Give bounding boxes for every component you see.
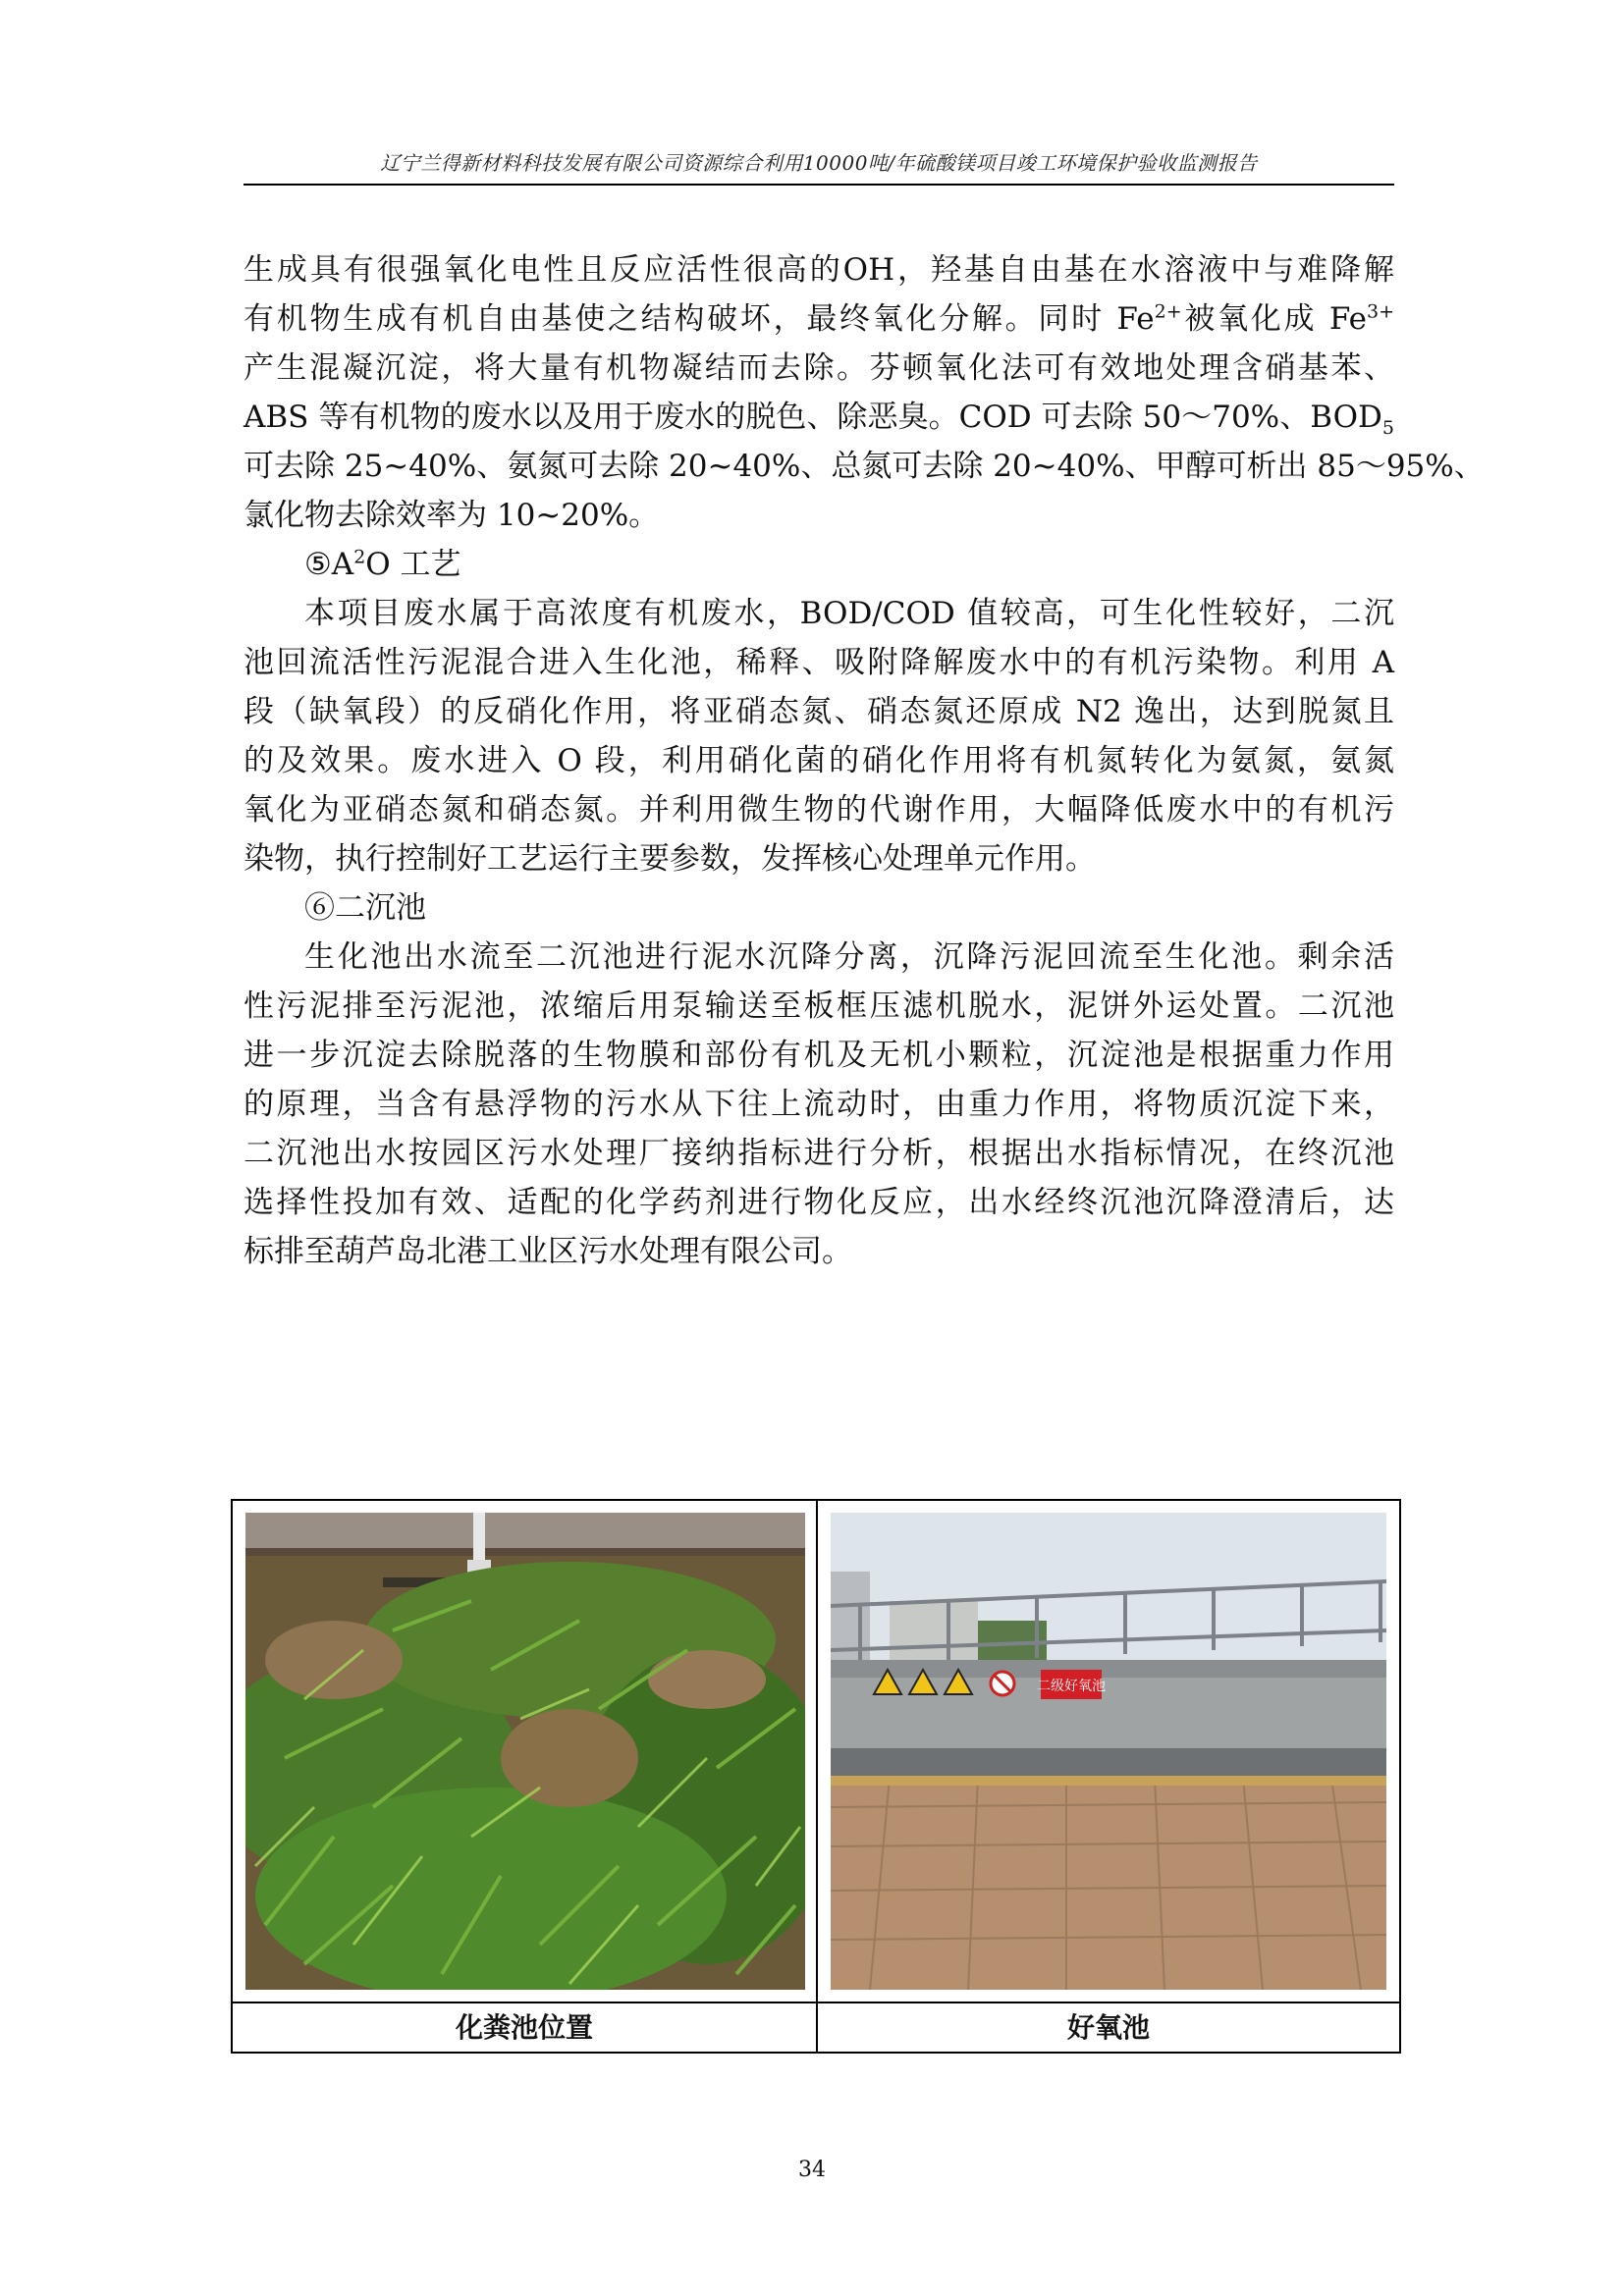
a2o-line-2: 池回流活性污泥混合进入生化池，稀释、吸附降解废水中的有机污染物。利用 A — [244, 645, 1394, 680]
photo-table — [231, 1499, 1401, 2054]
clarifier-line-2: 性污泥排至污泥池，浓缩后用泵输送至板框压滤机脱水，泥饼外运处置。二沉池 — [244, 988, 1394, 1024]
fenton-line-3: 产生混凝沉淀，将大量有机物凝结而去除。芬顿氧化法可有效地处理含硝基苯、 — [244, 350, 1394, 386]
a2o-line-1: 本项目废水属于高浓度有机废水，BOD/COD 值较高，可生化性较好，二沉 — [304, 596, 1394, 631]
report-body — [244, 245, 1485, 1276]
clarifier-line-3: 进一步沉淀去除脱落的生物膜和部份有机及无机小颗粒，沉淀池是根据重力作用 — [244, 1038, 1394, 1073]
clarifier-line-6: 选择性投加有效、适配的化学药剂进行物化反应，出水经终沉池沉降澄清后，达 — [244, 1185, 1394, 1220]
photo-caption-septic-tank: 化粪池位置 — [233, 2003, 818, 2052]
clarifier-line-4: 的原理，当含有悬浮物的污水从下往上流动时，由重力作用，将物质沉淀下来， — [244, 1087, 1394, 1122]
photo-caption-aerobic-tank: 好氧池 — [1066, 2011, 1150, 2044]
clarifier-line-1: 生化池出水流至二沉池进行泥水沉降分离，沉降污泥回流至生化池。剩余活 — [304, 939, 1394, 975]
clarifier-line-5: 二沉池出水按园区污水处理厂接纳指标进行分析，根据出水指标情况，在终沉池 — [244, 1136, 1394, 1171]
fenton-line-6: 氯化物去除效率为 10~20%。 — [244, 498, 660, 533]
header-rule — [244, 184, 1394, 186]
fenton-line-1: 生成具有很强氧化电性且反应活性很高的OH，羟基自由基在水溶液中与难降解 — [244, 252, 1394, 288]
a2o-line-3: 段（缺氧段）的反硝化作用，将亚硝态氮、硝态氮还原成 N2 逸出，达到脱氮且 — [244, 694, 1394, 729]
report-header: 辽宁兰得新材料科技发展有限公司资源综合利用10000吨/年硫酸镁项目竣工环境保护验收监测报告 — [380, 151, 1258, 175]
tank-sign-text: 二级好氧池 — [1037, 1679, 1106, 1694]
photo-cell-aerobic-tank — [818, 1501, 1399, 2002]
a2o-heading: $⑤A^2O$ 工艺 — [304, 546, 461, 582]
aerobic-tank-photo — [831, 1513, 1386, 1990]
a2o-line-6: 染物，执行控制好工艺运行主要参数，发挥核心处理单元作用。 — [244, 841, 1096, 877]
fenton-line-5: 可去除 25~40%、氨氮可去除 20~40%、总氮可去除 20~40%、甲醇可析出 85～95%、 — [244, 449, 1485, 484]
a2o-line-4: 的及效果。废水进入 O 段，利用硝化菌的硝化作用将有机氮转化为氨氮，氨氮 — [244, 743, 1394, 778]
fenton-line-2: 有机物生成有机自由基使之结构破坏，最终氧化分解。同时 $Fe^{2+}$被氧化成 $Fe^{3+}$ — [244, 300, 1395, 337]
clarifier-heading: ⑥二沉池 — [304, 890, 426, 926]
page-number: 34 — [798, 2158, 826, 2182]
a2o-line-5: 氧化为亚硝态氮和硝态氮。并利用微生物的代谢作用，大幅降低废水中的有机污 — [244, 792, 1394, 828]
caption-row — [233, 2002, 1399, 2052]
grass-ground-photo — [245, 1513, 805, 1990]
fenton-line-4: ABS 等有机物的废水以及用于废水的脱色、除恶臭。COD 可去除 50～70%、$BOD_5$ — [244, 400, 1394, 440]
clarifier-line-7: 标排至葫芦岛北港工业区污水处理有限公司。 — [244, 1234, 852, 1269]
photo-cell-septic-tank — [233, 1501, 818, 2002]
